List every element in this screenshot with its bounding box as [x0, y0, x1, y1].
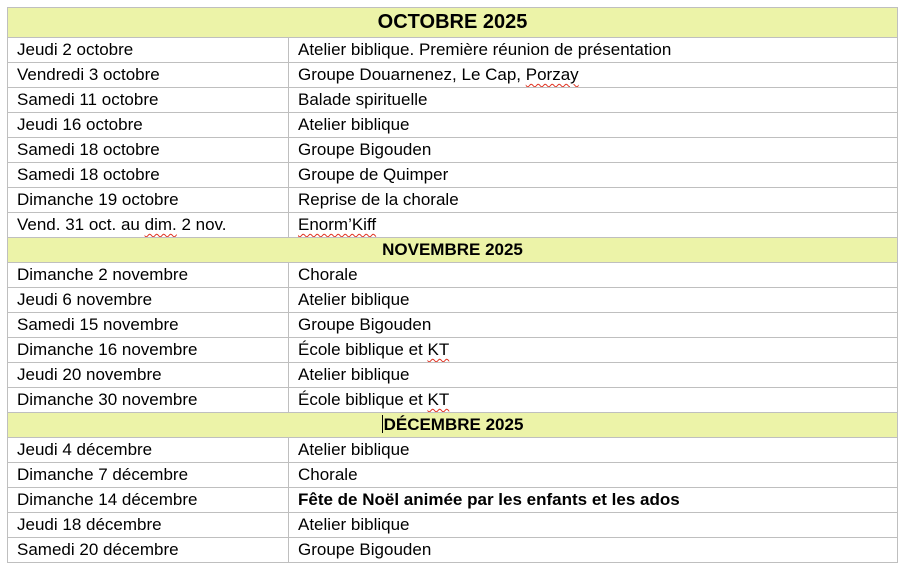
spellcheck-flagged-word[interactable]: Porzay — [525, 65, 579, 84]
event-cell[interactable] — [289, 63, 898, 88]
event-cell[interactable]: Groupe Bigouden — [289, 538, 898, 563]
event-cell[interactable] — [289, 213, 898, 238]
event-cell[interactable]: Groupe de Quimper — [289, 163, 898, 188]
table-row — [8, 438, 898, 463]
spellcheck-flagged-word[interactable]: KT — [427, 340, 450, 359]
date-cell[interactable]: Dimanche 14 décembre — [8, 488, 289, 513]
table-row — [8, 513, 898, 538]
event-cell[interactable]: Reprise de la chorale — [289, 188, 898, 213]
event-cell[interactable] — [289, 338, 898, 363]
month-title-cell[interactable] — [8, 413, 898, 438]
date-cell[interactable]: Jeudi 4 décembre — [8, 438, 289, 463]
event-text: École biblique et — [298, 340, 428, 359]
spellcheck-flagged-word[interactable]: dim. — [144, 215, 177, 234]
table-row — [8, 38, 898, 63]
date-text: 2 nov. — [176, 215, 227, 234]
table-row — [8, 488, 898, 513]
event-text: Groupe Douarnenez, Le Cap, — [298, 65, 526, 84]
event-cell[interactable]: Atelier biblique — [289, 288, 898, 313]
month-header-row — [8, 238, 898, 263]
event-cell[interactable]: Chorale — [289, 463, 898, 488]
table-row — [8, 338, 898, 363]
date-cell[interactable]: Jeudi 18 décembre — [8, 513, 289, 538]
event-cell[interactable]: Atelier biblique — [289, 113, 898, 138]
event-text: École biblique et — [298, 390, 428, 409]
month-header-row — [8, 8, 898, 38]
table-row — [8, 463, 898, 488]
text-cursor — [382, 415, 383, 433]
event-cell[interactable]: Atelier biblique — [289, 438, 898, 463]
event-cell[interactable]: Groupe Bigouden — [289, 138, 898, 163]
event-cell[interactable]: Groupe Bigouden — [289, 313, 898, 338]
table-row — [8, 263, 898, 288]
schedule-table — [7, 7, 898, 563]
date-cell[interactable]: Dimanche 16 novembre — [8, 338, 289, 363]
date-cell[interactable]: Samedi 15 novembre — [8, 313, 289, 338]
event-cell[interactable]: Atelier biblique — [289, 513, 898, 538]
date-cell[interactable]: Samedi 18 octobre — [8, 138, 289, 163]
month-title: DÉCEMBRE 2025 — [383, 415, 524, 434]
table-row — [8, 363, 898, 388]
table-row — [8, 88, 898, 113]
event-cell[interactable]: Balade spirituelle — [289, 88, 898, 113]
table-row — [8, 388, 898, 413]
date-cell[interactable] — [8, 213, 289, 238]
date-cell[interactable]: Dimanche 30 novembre — [8, 388, 289, 413]
date-cell[interactable]: Samedi 11 octobre — [8, 88, 289, 113]
month-title[interactable]: NOVEMBRE 2025 — [8, 238, 898, 263]
event-cell[interactable]: Atelier biblique. Première réunion de présentation — [289, 38, 898, 63]
date-cell[interactable]: Samedi 18 octobre — [8, 163, 289, 188]
month-header-row — [8, 413, 898, 438]
event-cell[interactable]: Atelier biblique — [289, 363, 898, 388]
table-row — [8, 138, 898, 163]
table-row — [8, 538, 898, 563]
date-cell[interactable]: Jeudi 2 octobre — [8, 38, 289, 63]
date-cell[interactable]: Samedi 20 décembre — [8, 538, 289, 563]
table-row — [8, 213, 898, 238]
table-row — [8, 188, 898, 213]
table-row — [8, 63, 898, 88]
table-row — [8, 113, 898, 138]
month-title[interactable]: OCTOBRE 2025 — [8, 8, 898, 38]
date-cell[interactable]: Dimanche 2 novembre — [8, 263, 289, 288]
event-cell-highlight[interactable]: Fête de Noël animée par les enfants et les ados — [289, 488, 898, 513]
event-cell[interactable] — [289, 388, 898, 413]
table-row — [8, 313, 898, 338]
event-cell[interactable]: Chorale — [289, 263, 898, 288]
date-cell[interactable]: Jeudi 6 novembre — [8, 288, 289, 313]
date-cell[interactable]: Dimanche 19 octobre — [8, 188, 289, 213]
date-cell[interactable]: Vendredi 3 octobre — [8, 63, 289, 88]
date-cell[interactable]: Jeudi 16 octobre — [8, 113, 289, 138]
date-text: Vend. 31 oct. au — [17, 215, 145, 234]
spellcheck-flagged-word[interactable]: KT — [427, 390, 450, 409]
table-row — [8, 288, 898, 313]
table-row — [8, 163, 898, 188]
spellcheck-flagged-word[interactable]: Enorm’Kiff — [298, 215, 377, 234]
date-cell[interactable]: Jeudi 20 novembre — [8, 363, 289, 388]
date-cell[interactable]: Dimanche 7 décembre — [8, 463, 289, 488]
